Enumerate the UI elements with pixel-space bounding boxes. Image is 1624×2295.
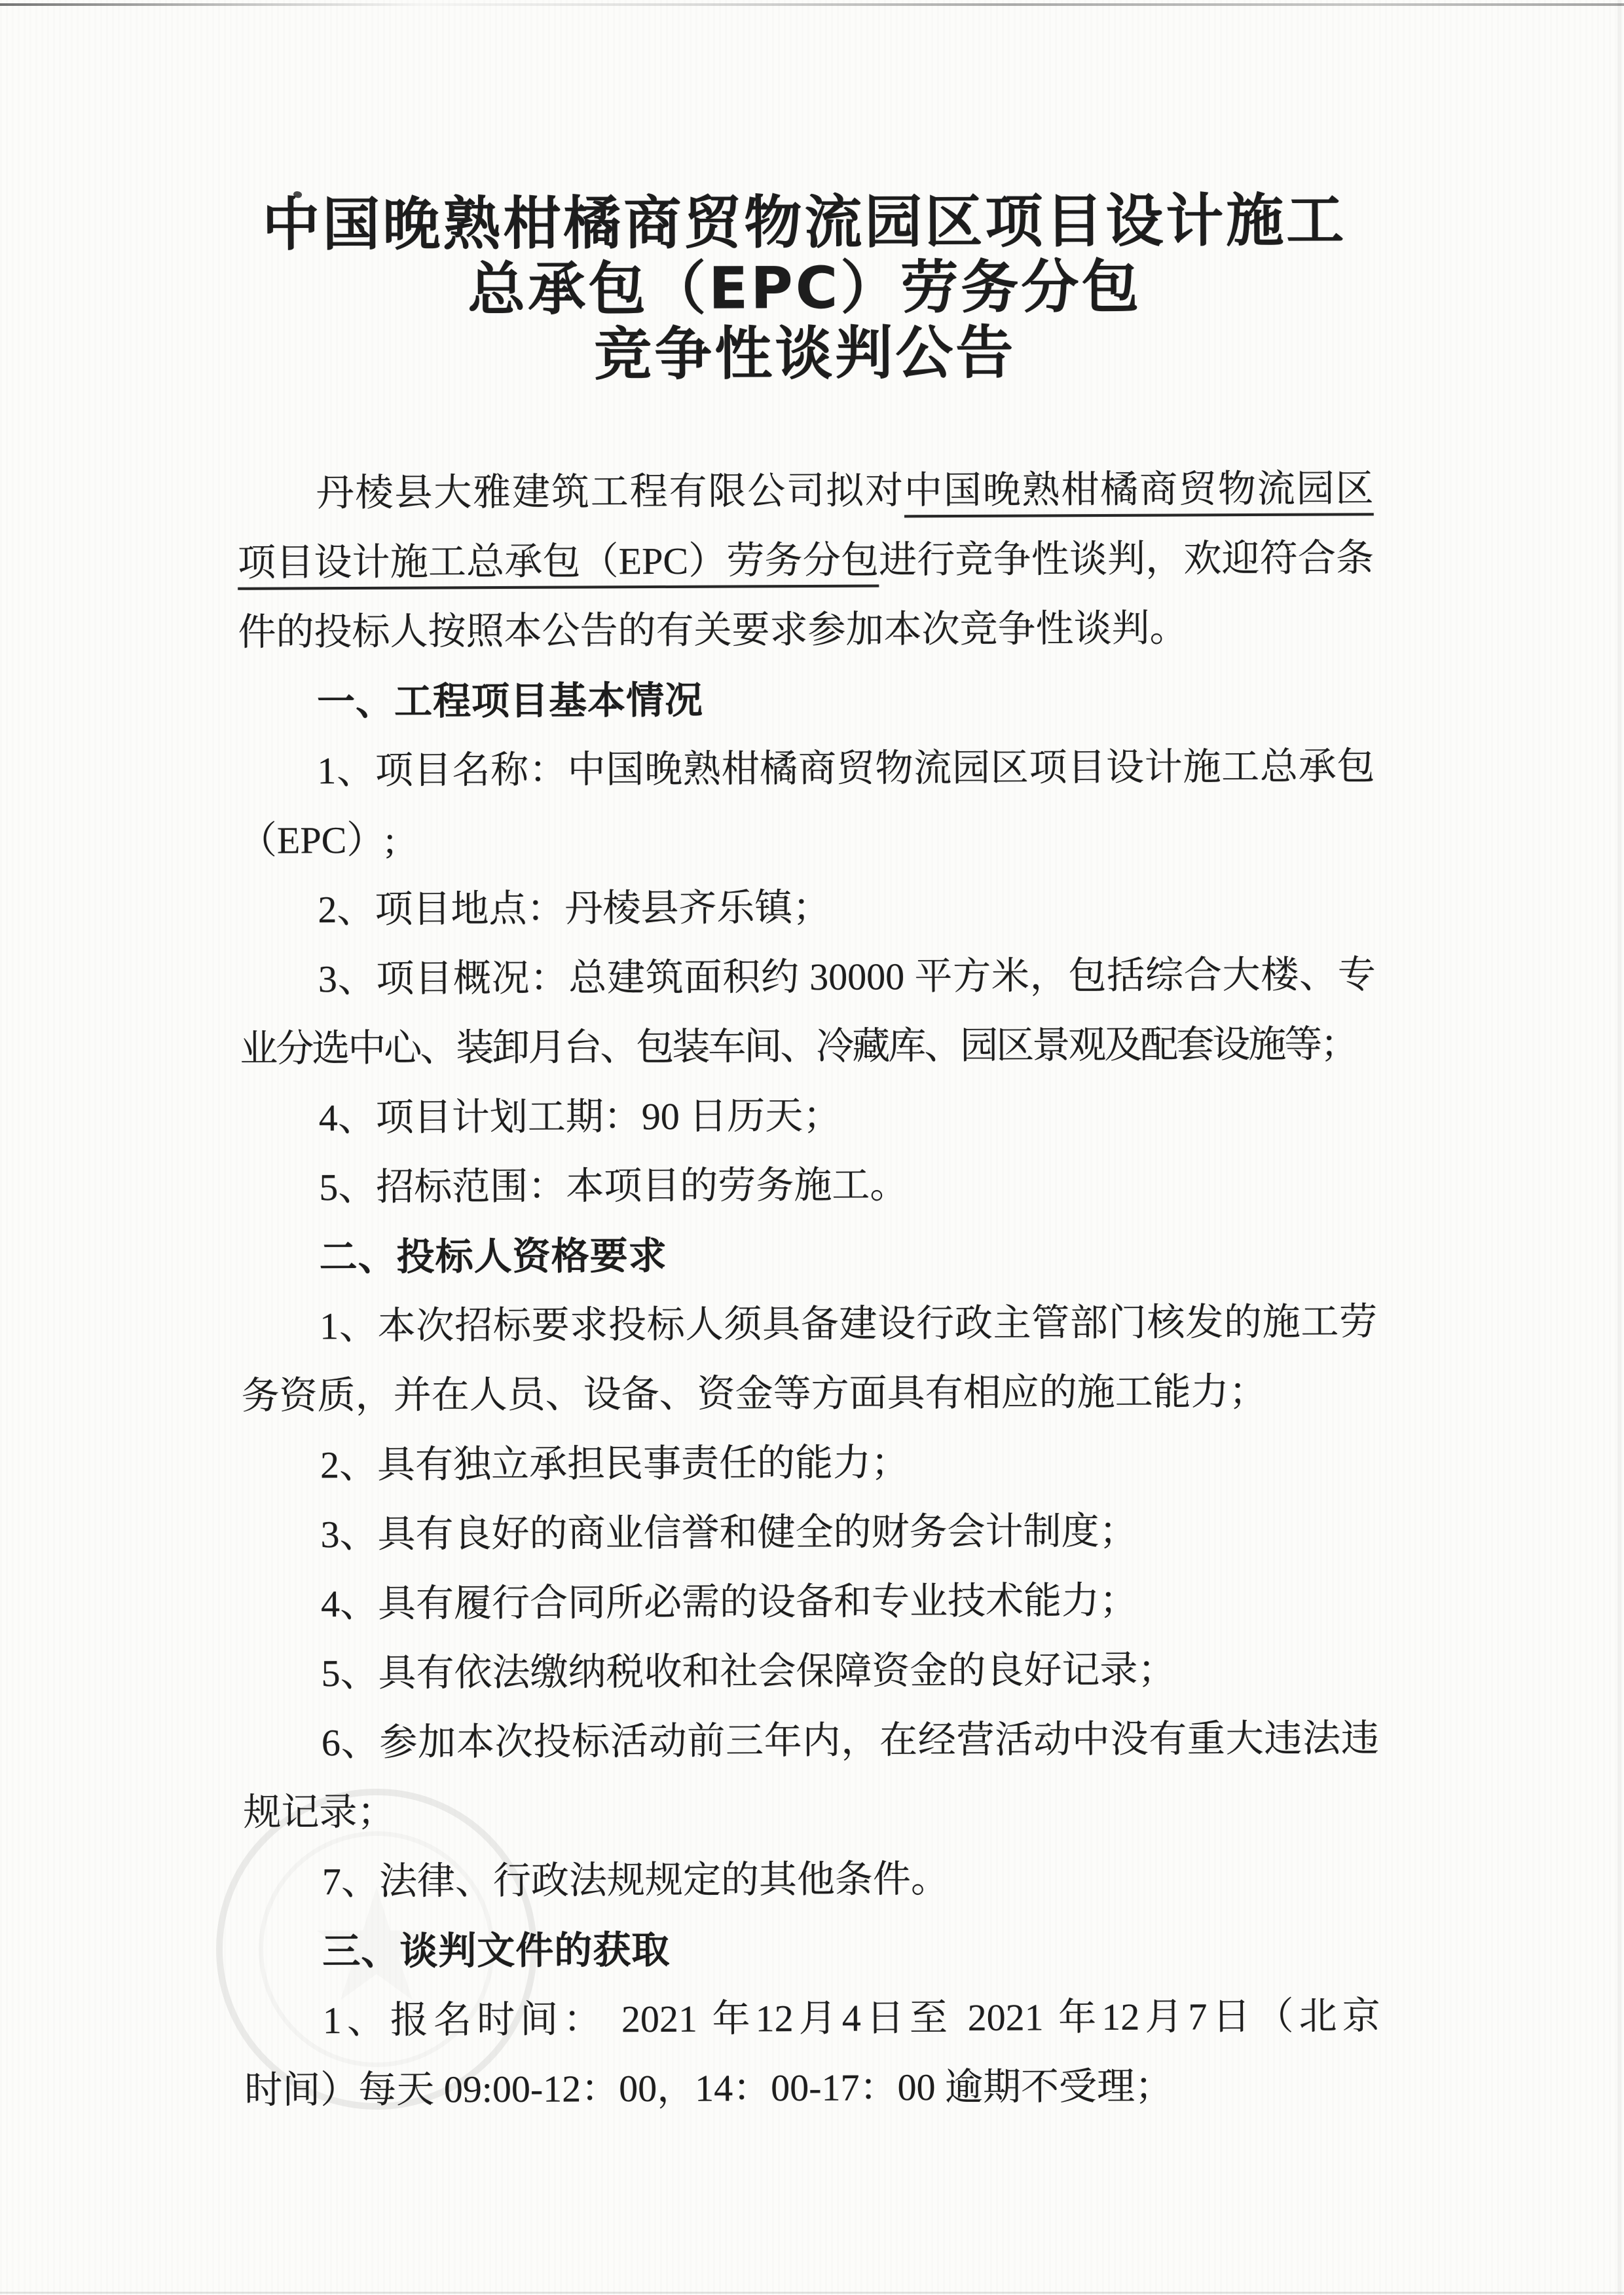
body-line xyxy=(242,1565,1378,1639)
text-segment: 4、具有履行合同所必需的设备和专业技术能力； xyxy=(320,1578,1138,1626)
body-line xyxy=(240,1009,1376,1084)
body-line xyxy=(242,1426,1378,1501)
document-title-line: 总承包（EPC）劳务分包 xyxy=(467,252,1142,324)
section-heading xyxy=(244,1912,1380,1987)
document-title-line: 竞争性谈判公告 xyxy=(593,318,1016,388)
text-segment: 一、工程项目基本情况 xyxy=(316,677,704,724)
text-segment: 丹棱县大雅建筑工程有限公司拟对 xyxy=(316,469,905,515)
text-segment: 二、投标人资格要求 xyxy=(319,1233,667,1280)
body-line xyxy=(244,1981,1380,2056)
text-segment: 5、招标范围：本项目的劳务施工。 xyxy=(319,1163,908,1209)
text-segment: 7、法律、行政法规规定的其他条件。 xyxy=(322,1857,950,1903)
text-segment: 1、本次招标要求投标人须具备建设行政主管部门核发的施工劳 xyxy=(320,1300,1378,1348)
text-segment: 规记录； xyxy=(243,1790,396,1834)
text-segment: 三、谈判文件的获取 xyxy=(322,1927,671,1974)
document-body xyxy=(237,454,1380,2125)
document-title-line: 中国晚熟柑橘商贸物流园区项目设计施工 xyxy=(262,186,1347,259)
text-segment: 3、项目概况：总建筑面积约 30000 平方米，包括综合大楼、专 xyxy=(318,953,1376,1001)
underlined-text: 项目设计施工总承包（EPC）劳务分包 xyxy=(237,538,879,584)
body-line xyxy=(243,1773,1379,1848)
text-segment: 1、报名时间： 2021 年12月4日至 2021 年12月7日（北京 xyxy=(322,1994,1380,2042)
text-segment: 4、项目计划工期：90 日历天； xyxy=(318,1094,841,1140)
text-segment: 5、具有依法缴纳税收和社会保障资金的良好记录； xyxy=(321,1648,1176,1695)
document-title xyxy=(236,187,1373,389)
text-segment: 业分选中心、装卸月台、包装车间、冷藏库、园区景观及配套设施等； xyxy=(240,1022,1357,1070)
text-segment: 6、参加本次投标活动前三年内，在经营活动中没有重大违法违 xyxy=(321,1717,1380,1764)
body-line xyxy=(243,1704,1379,1778)
text-segment: 件的投标人按照本公告的有关要求参加本次竞争性谈判。 xyxy=(238,606,1188,654)
underlined-text: 中国晚熟柑橘商贸物流园区 xyxy=(904,467,1374,512)
body-line xyxy=(239,801,1375,876)
body-line xyxy=(242,1634,1378,1709)
body-line xyxy=(241,1287,1377,1362)
body-line xyxy=(239,870,1375,945)
body-line xyxy=(238,593,1374,667)
body-line xyxy=(240,1148,1376,1223)
body-line xyxy=(237,454,1373,529)
text-segment: 2、项目地点：丹棱县齐乐镇； xyxy=(318,886,831,931)
body-line xyxy=(238,523,1374,598)
section-heading xyxy=(240,1218,1376,1292)
section-heading xyxy=(238,662,1375,737)
body-line xyxy=(240,1079,1376,1153)
text-segment: 进行竞争性谈判，欢迎符合条 xyxy=(878,536,1375,582)
text-segment: （EPC）; xyxy=(238,818,396,862)
text-segment: 2、具有独立承担民事责任的能力； xyxy=(320,1441,910,1487)
text-segment: 时间）每天 09:00-12：00，14：00-17：00 逾期不受理； xyxy=(244,2064,1173,2112)
body-line xyxy=(241,1356,1377,1431)
body-line xyxy=(244,2051,1380,2125)
body-line xyxy=(244,1842,1380,1917)
document-content xyxy=(235,0,1380,2125)
body-line xyxy=(238,732,1375,806)
body-line xyxy=(240,940,1376,1015)
text-segment: 务资质，并在人员、设备、资金等方面具有相应的施工能力； xyxy=(241,1370,1267,1417)
scan-edge-artifact-right xyxy=(1617,0,1621,2295)
body-line xyxy=(242,1495,1378,1570)
text-segment: 1、项目名称：中国晚熟柑橘商贸物流园区项目设计施工总承包 xyxy=(317,745,1375,793)
scan-edge-artifact-bottom xyxy=(0,2292,1624,2294)
text-segment: 3、具有良好的商业信誉和健全的财务会计制度； xyxy=(320,1509,1137,1556)
